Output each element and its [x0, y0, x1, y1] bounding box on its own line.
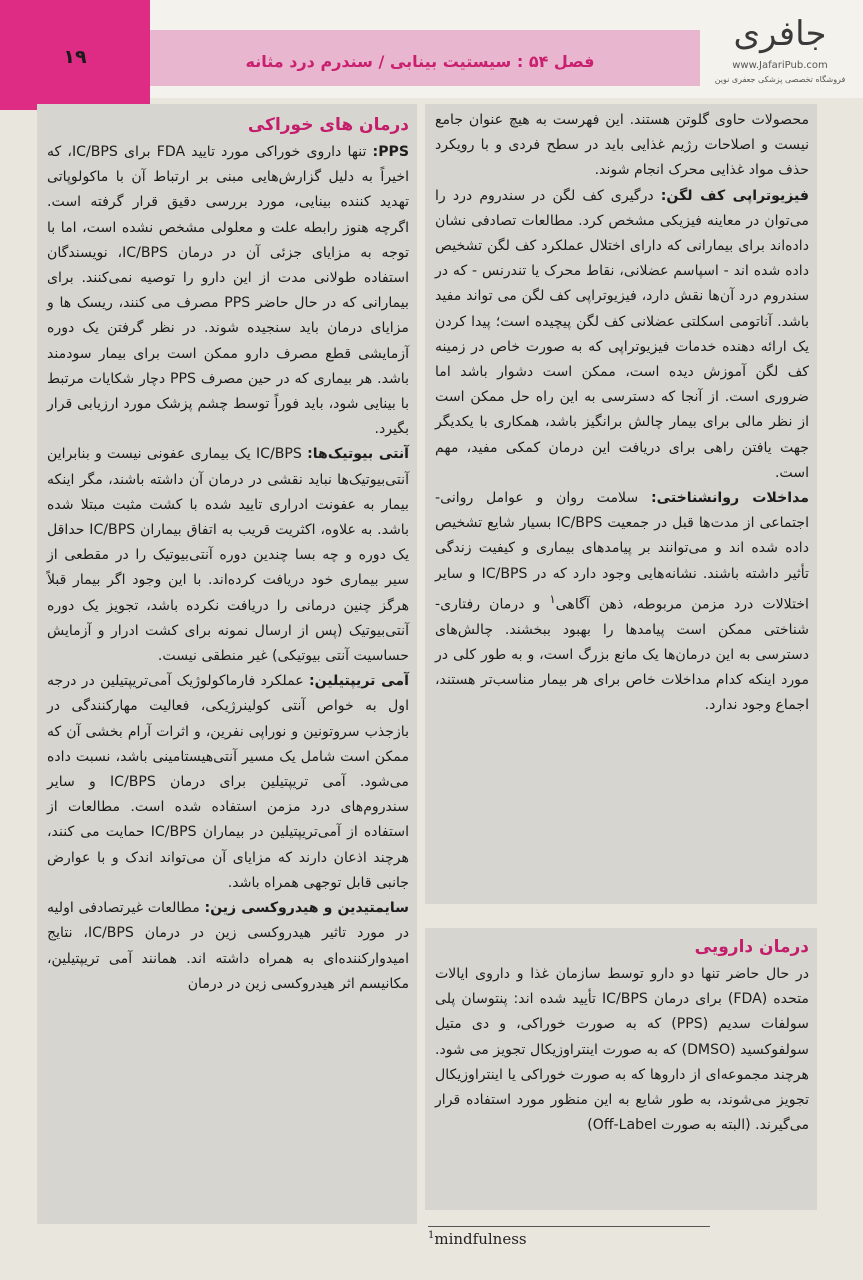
physio-label: فیزیوتراپی کف لگن:	[660, 187, 810, 204]
amitriptyline-text: عملکرد فارماکولوژیک آمی‌تریپتیلین در درجه اول به خواص آنتی کولینرژیکی، فعالیت مهارکنندگی در بازجذب سروتونین و نوراپی نفرین، و اثرات آرام بخشی آن که ممکن است شامل یک مسیر آنتی‌هیستامینی باشد، نسبت داده می‌شود. آمی تریپتیلین برای درمان IC/BPS و سایر سندروم‌های درد مزمن استفاده شده است. مطالعات از استفاده از آمی‌تریپتیلین در بیماران IC/BPS حمایت می کنند، هرچند اذعان دارند که مزایای آن می‌تواند اندک و با عوارض جانبی قابل توجهی همراه باشد.	[47, 673, 409, 891]
gluten-paragraph: محصولات حاوی گلوتن هستند. این فهرست به هیچ عنوان جامع نیست و اصلاحات رژیم غذایی باید در سطح فردی و با رویکرد حذف مواد غذایی محرک انجام شوند.	[435, 112, 809, 179]
logo-mark: جافری	[733, 14, 827, 54]
drug-therapy-section	[425, 928, 817, 1210]
logo-url: www.JafariPub.com	[732, 60, 828, 71]
amitriptyline-label: آمی تریپتیلین:	[308, 673, 409, 690]
amitriptyline-paragraph	[47, 669, 409, 896]
pps-text: تنها داروی خوراکی مورد تایید FDA برای IC/BPS، که اخیراً به دلیل گزارش‌هایی مبنی بر ارتباط آن با ماکولوپاتی تهدید کننده بینایی، مورد بررسی دقیق قرار گرفته است. اگرچه هنوز رابطه علت و معلولی مشخص نشده است، اما با توجه به مزایای جزئی آن در درمان IC/BPS، نویسندگان استفاده طولانی مدت از این دارو را توصیه نمی‌کنند. برای بیمارانی که در حال حاضر PPS مصرف می کنند، ریسک ها و مزایای درمان باید سنجیده شوند. در نظر گرفتن یک دوره آزمایشی قطع مصرف دارو ممکن است برای بیمار سودمند باشد. هر بیماری که در حین مصرف PPS دچار شکایات مرتبط با بینایی شود، باید فوراً توسط چشم پزشک مورد ارزیابی قرار بگیرد.	[47, 144, 409, 438]
logo-subtitle: فروشگاه تخصصی پزشکی جعفری نوین	[714, 75, 846, 84]
psych-paragraph	[435, 486, 809, 719]
psych-text-2: و درمان رفتاری-شناختی ممکن است پیامدها را بهبود ببخشند. چالش‌های دسترسی به این درمان‌ها یک مانع بزرگ است، و به طور کلی در مورد اینکه کدام مداخلات خاص برای هر بیمار مناسب‌تر هستند، اجماع وجود ندارد.	[435, 596, 809, 714]
oral-therapy-heading: درمان های خوراکی	[247, 115, 409, 135]
antibiotics-label: آنتی بیوتیک‌ها:	[307, 446, 409, 463]
publisher-logo	[705, 14, 855, 98]
antibiotics-text: IC/BPS یک بیماری عفونی نیست و بنابراین آنتی‌بیوتیک‌ها نباید نقشی در درمان آن داشته باشند، مگر اینکه بیمار به عفونت ادراری تایید شده با کشت مثبت مبتلا شده باشد. به علاوه، اکثریت قریب به اتفاق بیماران IC/BPS حداقل یک دوره و چه بسا چندین دوره آنتی‌بیوتیک را در مقطعی از سیر بیماری خود دریافت کرده‌اند. با این وجود اگر بیمار قبلاً هرگز چنین درمانی را دریافت نکرده باشد، تجویز یک دوره آنتی‌بیوتیک (پس از ارسال نمونه برای کشت ادرار و آزمایش حساسیت آنتی بیوتیکی) غیر منطقی نیست.	[47, 446, 409, 665]
footnote-divider	[428, 1226, 710, 1227]
footnote-ref: ۱	[549, 591, 556, 606]
right-column	[425, 104, 817, 904]
page-number: ۱۹	[0, 0, 150, 110]
drug-therapy-heading: درمان دارویی	[694, 937, 809, 957]
cimetidine-text: مطالعات غیرتصادفی اولیه در مورد تاثیر هیدروکسی زین در درمان IC/BPS، نتایج امیدوارکننده‌ای به همراه داشته اند. همانند آمی تریپتیلین، مکانیسم اثر هیدروکسی زین در درمان	[47, 900, 409, 992]
psych-label: مداخلات روانشناختی:	[650, 490, 809, 507]
cimetidine-paragraph	[47, 896, 409, 997]
footnote	[428, 1230, 527, 1248]
physio-paragraph	[435, 184, 809, 486]
page-header	[0, 0, 863, 98]
drug-therapy-paragraph: در حال حاضر تنها دو دارو توسط سازمان غذا و داروی ایالات متحده (FDA) برای درمان IC/BPS تأیید شده اند: پنتوسان پلی سولفات سدیم (PPS) که به صورت خوراکی، و دی متیل سولفوکسید (DMSO) که به صورت اینتراوزیکال تجویز می شود. هرچند مجموعه‌ای از داروها که به صورت خوراکی یا اینتراوزیکال تجویز می‌شوند، به طور شایع به این منظور مورد استفاده قرار می‌گیرند. (البته به صورت Off-Label)	[435, 966, 809, 1134]
psych-text: سلامت روان و عوامل روانی-اجتماعی از مدت‌ها قبل در جمعیت IC/BPS بسیار شایع تشخیص داده شده اند و می‌توانند بر پیامدهای بیماری و کیفیت زندگی تأثیر داشته باشند. نشانه‌هایی وجود دارد که در IC/BPS و سایر اختلالات درد مزمن مربوطه، ذهن آگاهی	[435, 490, 809, 613]
cimetidine-label: سایمتیدین و هیدروکسی زین:	[204, 900, 409, 917]
pps-paragraph	[47, 140, 409, 442]
pps-label: PPS:	[372, 144, 409, 160]
left-column	[37, 104, 417, 1224]
footnote-text: mindfulness	[434, 1230, 527, 1248]
physio-text: درگیری کف لگن در سندروم درد را می‌توان در معاینه فیزیکی مشخص کرد. مطالعات تصادفی نشان داده‌اند برای بیمارانی که دارای اختلال عملکرد کف لگن تشخیص داده شده اند - اسپاسم عضلانی، نقاط محرک یا تندرنس - که در سندروم درد آن‌ها نقش دارد، فیزیوتراپی کف لگن می تواند مفید باشد. آناتومی اسکلتی عضلانی کف لگن پیچیده است؛ پیدا کردن یک ارائه دهنده خدمات فیزیوتراپی که به صورت خاص در زمینه کف لگن آموزش دیده است، ممکن است دشوار باشد اما ضروری است. از آنجا که دسترسی به این راه حل ممکن است از نظر مالی برای بیمار چالش برانگیز باشد، همکاری با یکدیگر جهت یافتن راهی برای دریافت این درمان کمکی مفید، مهم است.	[435, 187, 809, 481]
chapter-title: فصل ۵۴ : سیستیت بینابی / سندرم درد مثانه	[245, 52, 595, 71]
footnote-marker: 1	[428, 1230, 435, 1241]
antibiotics-paragraph	[47, 442, 409, 669]
